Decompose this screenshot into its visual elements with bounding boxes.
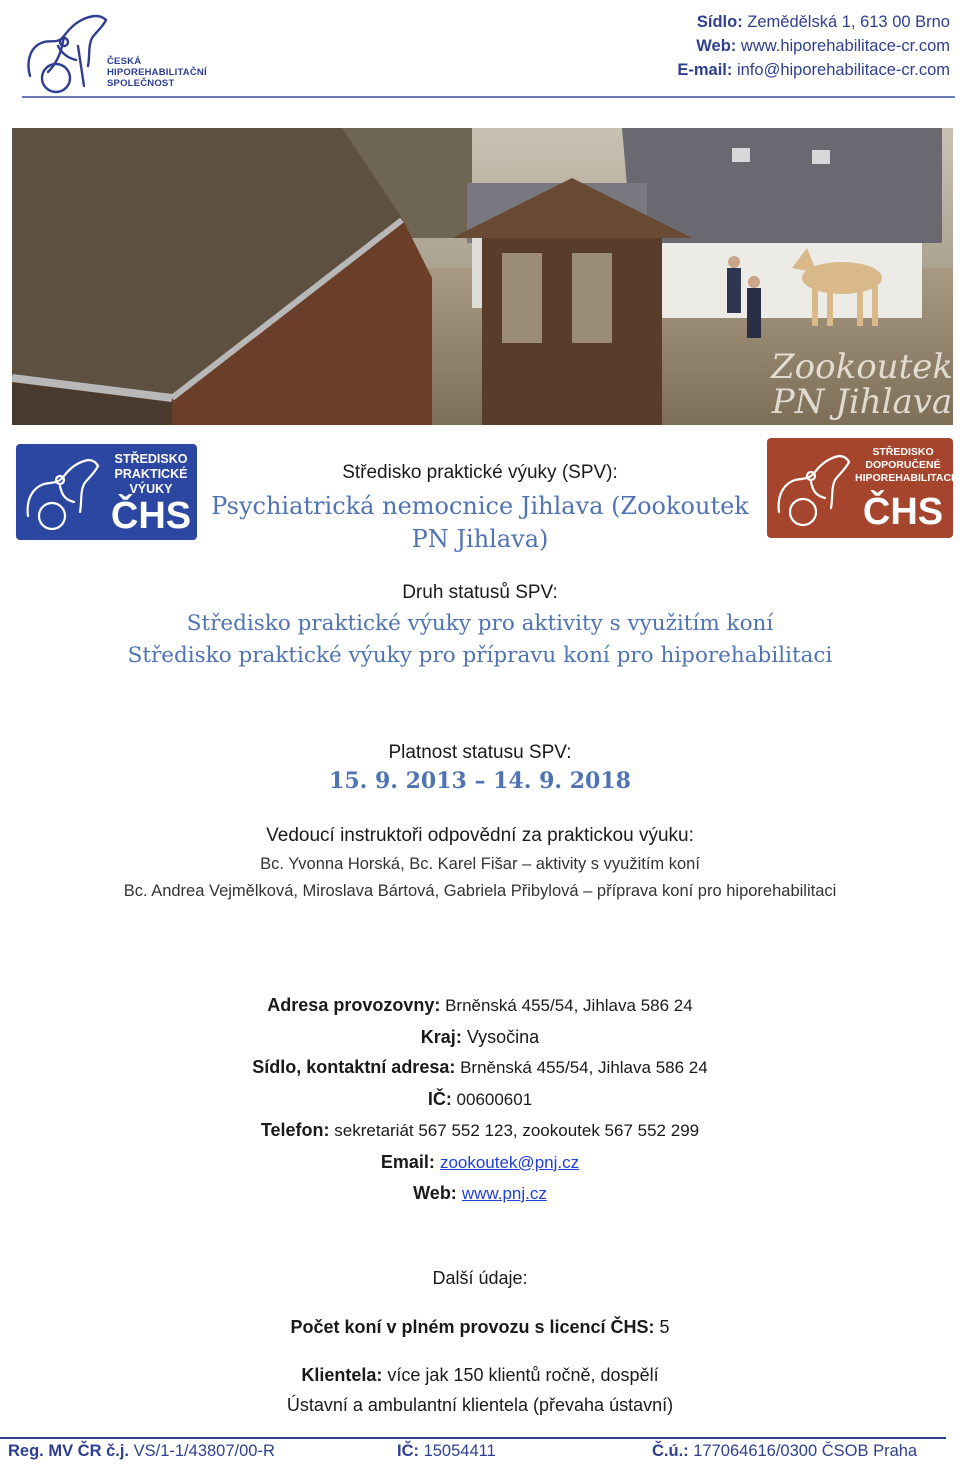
clients-value: více jak 150 klientů ročně, dospělí xyxy=(382,1365,659,1385)
badge-line: STŘEDISKO xyxy=(114,452,188,466)
detail-value: sekretariát 567 552 123, zookoutek 567 552 299 xyxy=(329,1121,700,1140)
spv-name-line: Psychiatrická nemocnice Jihlava (Zookoutek xyxy=(211,492,749,520)
contact-label: Sídlo: xyxy=(696,13,743,31)
detail-email xyxy=(0,1147,960,1179)
detail-contact-address xyxy=(0,1052,960,1084)
instructors-line: Bc. Yvonna Horská, Bc. Karel Fišar – aktivity s využitím koní xyxy=(260,855,700,873)
clients-line2: Ústavní a ambulantní klientela (převaha ústavní) xyxy=(286,1395,674,1415)
photo-caption-line2: PN Jihlava xyxy=(771,382,953,422)
footer-label: Č.ú.: xyxy=(652,1442,689,1460)
photo-caption-line1: Zookoutek xyxy=(771,347,953,387)
spv-label: Středisko praktické výuky (SPV): xyxy=(342,462,618,483)
contact-web[interactable] xyxy=(677,34,950,58)
header-divider xyxy=(22,96,955,98)
status-item: Středisko praktické výuky pro přípravu koní pro hiporehabilitaci xyxy=(127,643,833,668)
footer-divider xyxy=(0,1437,946,1439)
status-label: Druh statusů SPV: xyxy=(402,582,558,603)
spv-name xyxy=(0,490,960,556)
detail-ic xyxy=(0,1084,960,1116)
detail-label: Sídlo, kontaktní adresa: xyxy=(252,1057,456,1077)
logo-line: HIPOREHABILITAČNÍ xyxy=(107,67,207,78)
contact-seat xyxy=(677,10,950,34)
detail-web xyxy=(0,1178,960,1210)
detail-value: Brněnská 455/54, Jihlava 586 24 xyxy=(440,996,693,1015)
contact-label: Web: xyxy=(696,37,737,55)
detail-value: 00600601 xyxy=(451,1089,533,1109)
horses-value: 5 xyxy=(654,1317,670,1337)
validity-label: Platnost statusu SPV: xyxy=(388,742,572,763)
horses-count xyxy=(0,1317,960,1338)
footer-account xyxy=(652,1442,917,1461)
contact-label: E-mail: xyxy=(677,61,733,79)
instructors-label: Vedoucí instruktoři odpovědní za praktickou výuku: xyxy=(266,825,694,846)
detail-region xyxy=(0,1022,960,1053)
contact-value: info@hiporehabilitace-cr.com xyxy=(736,61,950,79)
more-label: Další údaje: xyxy=(432,1268,528,1288)
validity-value: 15. 9. 2013 – 14. 9. 2018 xyxy=(329,768,631,794)
detail-label: IČ: xyxy=(427,1088,452,1109)
footer-value: 177064616/0300 ČSOB Praha xyxy=(688,1442,918,1460)
badge-line: VÝUKY xyxy=(129,482,173,496)
csh-logo-text xyxy=(107,56,207,89)
footer-reg xyxy=(8,1442,275,1461)
email-link[interactable]: zookoutek@pnj.cz xyxy=(439,1152,580,1172)
footer-ic xyxy=(397,1442,496,1461)
zookoutek-photo xyxy=(12,128,953,425)
footer-value: VS/1-1/43807/00-R xyxy=(129,1442,275,1460)
horses-label: Počet koní v plném provozu s licencí ČHS: xyxy=(290,1317,655,1337)
detail-label: Kraj: xyxy=(420,1026,462,1047)
instructors-line: Bc. Andrea Vejmělková, Miroslava Bártová, Gabriela Přibylová – příprava koní pro hiporehabilitaci xyxy=(123,882,837,900)
detail-label: Telefon: xyxy=(260,1120,330,1140)
footer-value: 15054411 xyxy=(419,1442,496,1460)
contact-value: Zemědělská 1, 613 00 Brno xyxy=(747,13,950,31)
detail-label: Web: xyxy=(413,1183,457,1203)
detail-address xyxy=(0,990,960,1022)
clients-line xyxy=(0,1365,960,1386)
badge-line: PRAKTICKÉ xyxy=(114,467,188,481)
detail-label: Adresa provozovny: xyxy=(267,995,441,1015)
badge-line: DOPORUČENÉ xyxy=(865,459,941,471)
detail-label: Email: xyxy=(380,1151,435,1172)
logo-line: ČESKÁ xyxy=(107,56,142,67)
footer-label: Reg. MV ČR č.j. xyxy=(8,1442,130,1460)
spv-name-line: PN Jihlava) xyxy=(411,525,549,553)
badge-line: STŘEDISKO xyxy=(872,446,934,458)
logo-line: SPOLEČNOST xyxy=(107,78,175,89)
details-block xyxy=(0,990,960,1210)
badge-brand: ČHS xyxy=(862,491,944,533)
status-item: Středisko praktické výuky pro aktivity s využitím koní xyxy=(186,611,774,636)
detail-value: Brněnská 455/54, Jihlava 586 24 xyxy=(455,1058,708,1077)
header-contact xyxy=(677,10,950,82)
badge-line: HIPOREHABILITACE xyxy=(855,472,959,484)
detail-phone xyxy=(0,1115,960,1147)
footer-label: IČ: xyxy=(397,1442,419,1460)
clients-label: Klientela: xyxy=(301,1365,383,1385)
detail-value: Vysočina xyxy=(461,1026,540,1047)
web-link[interactable]: www.pnj.cz xyxy=(461,1184,547,1203)
contact-value: www.hiporehabilitace-cr.com xyxy=(740,37,950,55)
contact-email[interactable] xyxy=(677,58,950,82)
badge-brand: ČHS xyxy=(110,495,192,537)
status-list xyxy=(0,608,960,672)
